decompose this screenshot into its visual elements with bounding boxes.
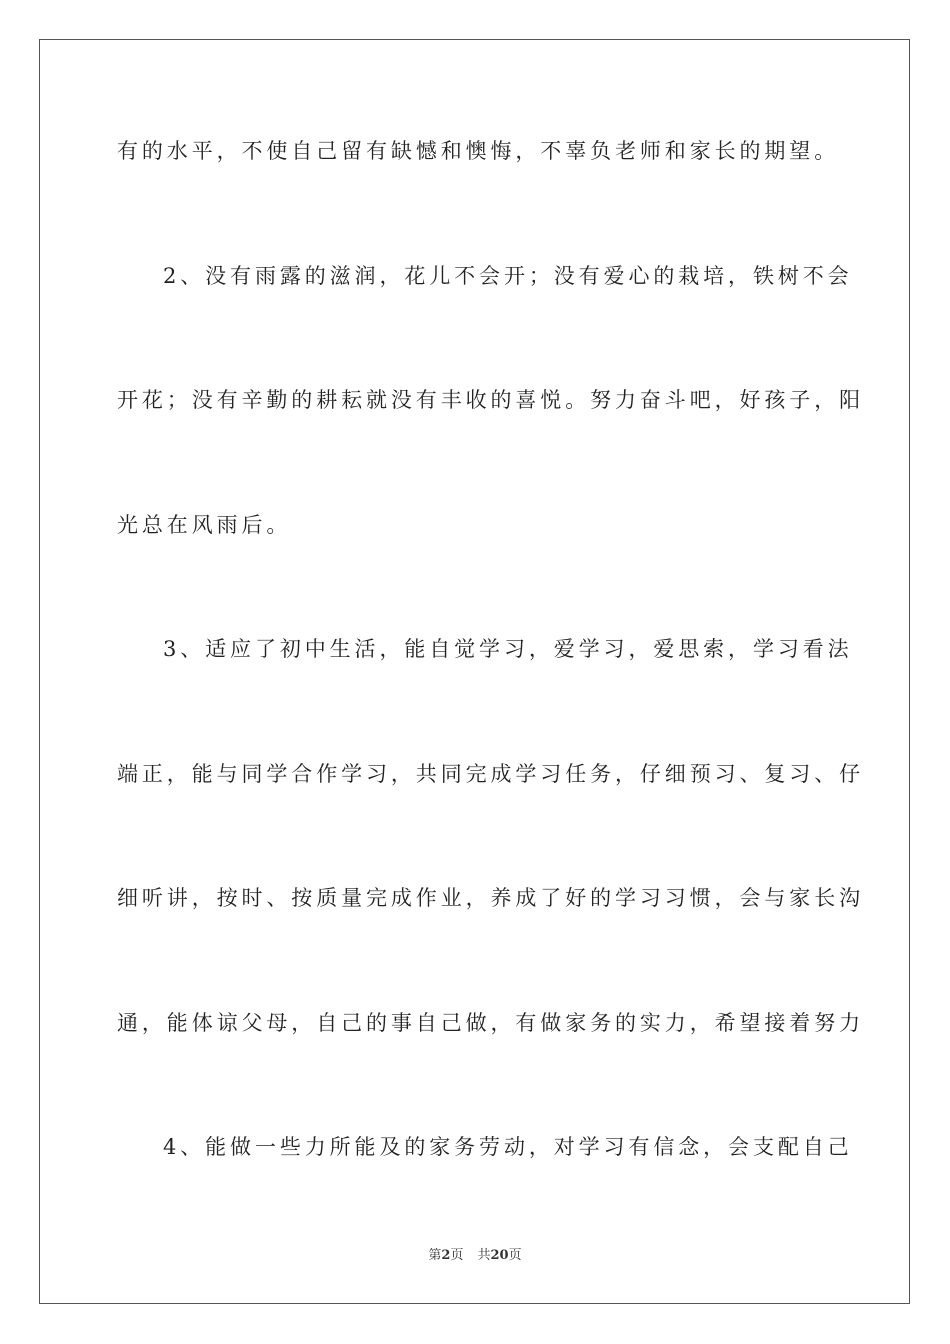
text-line-4: 光总在风雨后。 — [117, 513, 292, 537]
text-line-7: 细听讲，按时、按质量完成作业，养成了好的学习习惯，会与家长沟 — [117, 886, 864, 910]
page-suffix: 页 — [450, 1248, 464, 1263]
page-footer — [0, 1247, 950, 1265]
text-line-5: 3、适应了初中生活，能自觉学习，爱学习，爱思索，学习看法 — [163, 637, 853, 661]
page-prefix: 第 — [428, 1248, 442, 1263]
text-line-9: 4、能做一些力所能及的家务劳动，对学习有信念，会支配自己 — [163, 1135, 853, 1159]
text-line-1: 有的水平，不使自己留有缺憾和懊悔，不辜负老师和家长的期望。 — [117, 139, 840, 163]
total-suffix: 页 — [508, 1248, 522, 1263]
page-number: 2 — [441, 1248, 451, 1263]
text-line-6: 端正，能与同学合作学习，共同完成学习任务，仔细预习、复习、仔 — [117, 762, 864, 786]
total-prefix: 共 — [477, 1248, 491, 1263]
text-line-8: 通，能体谅父母，自己的事自己做，有做家务的实力，希望接着努力 — [117, 1011, 864, 1035]
text-line-2: 2、没有雨露的滋润，花儿不会开；没有爱心的栽培，铁树不会 — [163, 264, 853, 288]
page-border — [39, 39, 910, 1304]
text-line-3: 开花；没有辛勤的耕耘就没有丰收的喜悦。努力奋斗吧，好孩子，阳 — [117, 388, 864, 412]
total-pages: 20 — [490, 1248, 509, 1263]
